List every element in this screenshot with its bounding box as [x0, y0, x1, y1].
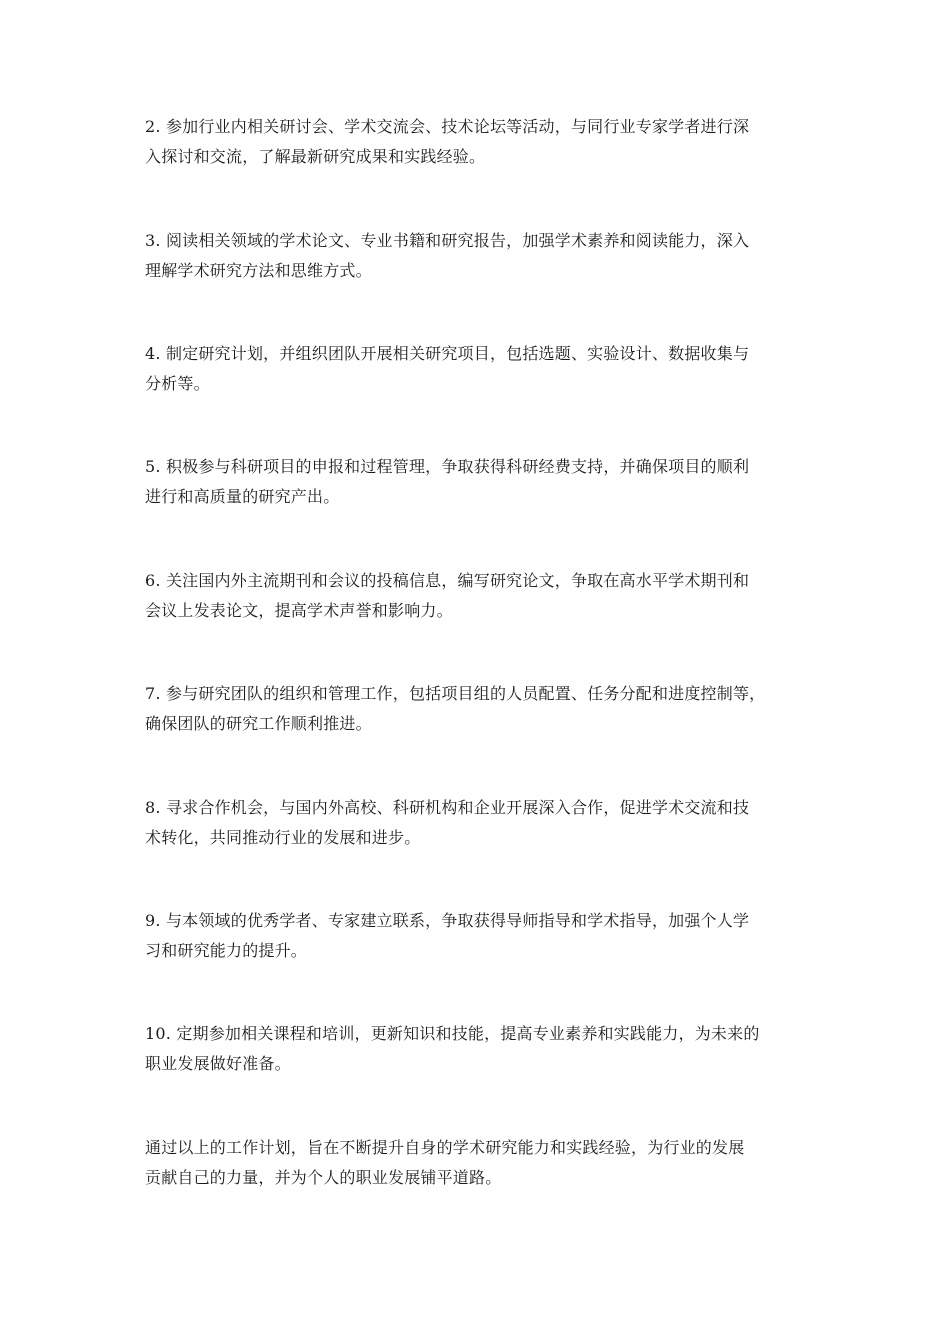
paragraph-line: 3. 阅读相关领域的学术论文、专业书籍和研究报告，加强学术素养和阅读能力，深入 [145, 231, 750, 250]
paragraph-line: 10. 定期参加相关课程和培训，更新知识和技能，提高专业素养和实践能力，为未来的 [145, 1024, 760, 1043]
paragraph-line: 确保团队的研究工作顺利推进。 [145, 714, 372, 733]
paragraph-item-3 [145, 226, 825, 286]
paragraph-line: 入探讨和交流，了解最新研究成果和实践经验。 [145, 147, 486, 166]
paragraph-item-6 [145, 566, 825, 626]
paragraph-line: 职业发展做好准备。 [145, 1054, 291, 1073]
paragraph-line: 4. 制定研究计划，并组织团队开展相关研究项目，包括选题、实验设计、数据收集与 [145, 344, 750, 363]
paragraph-item-9 [145, 906, 825, 966]
paragraph-line: 贡献自己的力量，并为个人的职业发展铺平道路。 [145, 1168, 502, 1187]
paragraph-line: 2. 参加行业内相关研讨会、学术交流会、技术论坛等活动，与同行业专家学者进行深 [145, 117, 750, 136]
paragraph-line: 6. 关注国内外主流期刊和会议的投稿信息，编写研究论文，争取在高水平学术期刊和 [145, 571, 750, 590]
paragraph-line: 8. 寻求合作机会，与国内外高校、科研机构和企业开展深入合作，促进学术交流和技 [145, 798, 750, 817]
paragraph-line: 进行和高质量的研究产出。 [145, 487, 340, 506]
paragraph-line: 习和研究能力的提升。 [145, 941, 308, 960]
paragraph-item-4 [145, 339, 825, 399]
paragraph-line: 9. 与本领域的优秀学者、专家建立联系，争取获得导师指导和学术指导，加强个人学 [145, 911, 750, 930]
paragraph-item-5 [145, 452, 825, 512]
paragraph-item-8 [145, 793, 825, 853]
paragraph-line: 分析等。 [145, 374, 210, 393]
paragraph-line: 7. 参与研究团队的组织和管理工作，包括项目组的人员配置、任务分配和进度控制等， [145, 684, 766, 703]
paragraph-line: 理解学术研究方法和思维方式。 [145, 261, 372, 280]
paragraph-conclusion [145, 1133, 825, 1193]
paragraph-item-2 [145, 112, 825, 172]
paragraph-item-10 [145, 1019, 825, 1079]
paragraph-line: 5. 积极参与科研项目的申报和过程管理，争取获得科研经费支持，并确保项目的顺利 [145, 457, 750, 476]
paragraph-line: 术转化，共同推动行业的发展和进步。 [145, 828, 421, 847]
paragraph-item-7 [145, 679, 825, 739]
paragraph-line: 会议上发表论文，提高学术声誉和影响力。 [145, 601, 453, 620]
paragraph-line: 通过以上的工作计划，旨在不断提升自身的学术研究能力和实践经验，为行业的发展 [145, 1138, 745, 1157]
